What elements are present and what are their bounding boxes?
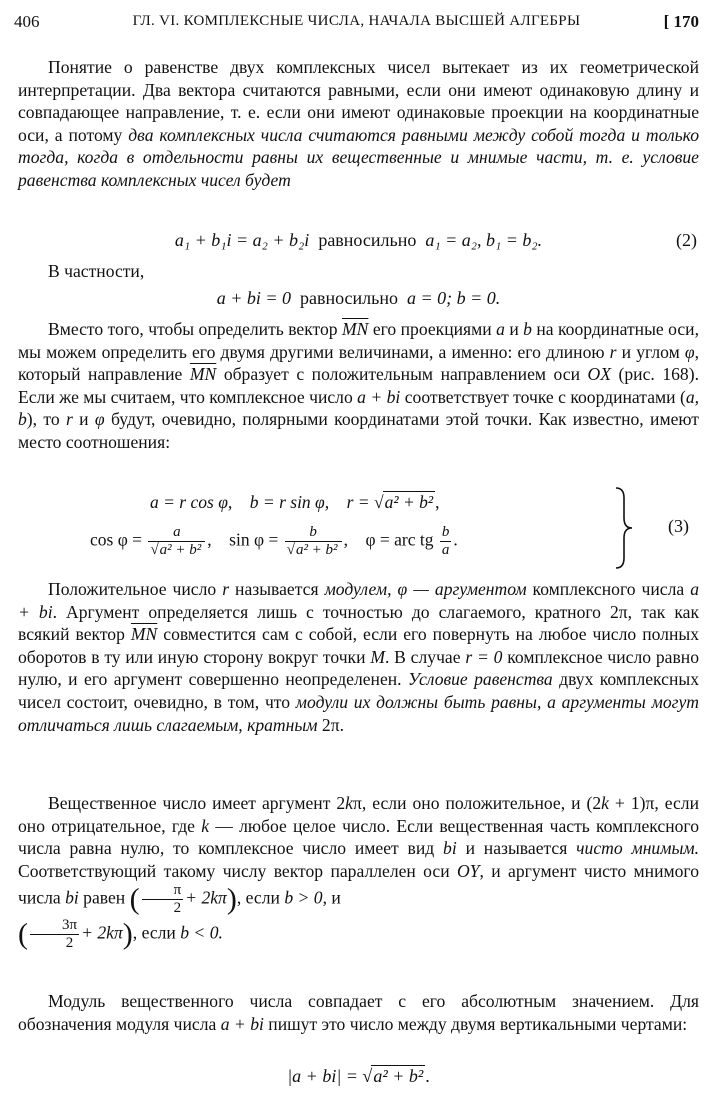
equation-2: a₁ + b₁i = a₂ + b₂i равносильно a₁ = a₂, b₁ = b₂. (2)	[174, 230, 697, 250]
equation-system-row-2: cos φ = $\frac{a}{\text{√a² + b²}}$ , sin φ = $\frac{b}{\text{√a² + b²}}$ , φ = arc tg $\frac{b}{a}$ .	[90, 524, 458, 558]
page-number: 406	[14, 12, 40, 31]
italic-equality-statement: два комплексных числа считаются равными между собой тогда и только тогда, когда в отдельности равны их вещественные и мнимые части, т. е. условие равенства комплексных чисел будет	[18, 124, 699, 190]
section-number: [ 170	[663, 12, 699, 31]
paragraph-in-particular: В частности,	[48, 261, 145, 281]
chapter-title: ГЛ. VI. КОМПЛЕКСНЫЕ ЧИСЛА, НАЧАЛА ВЫСШЕЙ АЛГЕБРЫ	[132, 13, 581, 29]
paragraph-polar-coordinates: Вместо того, чтобы определить вектор $\overline{MN}$ его проекциями a и b на координатные оси, мы можем определить его двумя другими величинами, а именно: его длиною r и углом φ, который направление $\overline{MN}$ образует с положительным направлением оси OX (рис. 168). Если же мы считаем, что комплексное число a + bi соответствует точке с координатами (a, b), то r и φ будут, очевидно, полярными координатами этой точки. Как известно, имеют место соотношения:	[18, 319, 700, 452]
running-head	[14, 12, 699, 36]
paragraph-modulus-argument: Положительное число r называется модулем, φ — аргументом комплексного числа a + bi. Аргумент определяется лишь с точностью до слагаемого, кратного 2π, так как всякий вектор $\overline{MN}$ совместится сам с собой, если его повернуть на любое число полных оборотов в ту или иную сторону вокруг точки M. В случае r = 0 комплексное число равно нулю, и его аргумент совершенно неопределенен. Условие равенства двух комплексных чисел состоит, очевидно, в том, что модули их должны быть равны, а аргументы могут отличаться лишь слагаемым, кратным 2π.	[18, 579, 699, 735]
paragraph-absolute-value: Модуль вещественного числа совпадает с его абсолютным значением. Для обозначения модуля числа a + bi пишут это число между двумя вертикальными чертами:	[18, 991, 699, 1034]
paragraph-real-imaginary: Вещественное число имеет аргумент 2kπ, если оно положительное, и (2k + 1)π, если оно отрицательное, где k — любое целое число. Если вещественная часть комплексного числа равна нулю, то комплексное число имеет вид bi и называется чисто мнимым. Соответствующий такому числу вектор параллелен оси OY, и аргумент чисто мнимого числа bi равен ( $\frac{\pi}{2}$ + 2kπ), если b > 0, и ( $\frac{3\pi}{2}$ + 2kπ), если b < 0.	[18, 793, 700, 952]
equation-2-number: (2)	[676, 230, 697, 250]
paragraph-equality-definition: Понятие о равенстве двух комплексных чисел вытекает из их геометрической интерпретации. Два вектора считаются равными, если они имеют одинаковую длину и совпадающее направление, т. е. если они имеют одинаковые проекции на координатные оси, а потому два комплексных числа считаются равными между собой тогда и только тогда, когда в отдельности равны их вещественные и мнимые части, т. е. условие равенства комплексных чисел будет	[18, 57, 699, 190]
equation-zero: a + bi = 0 равносильно a = 0; b = 0.	[216, 288, 501, 308]
right-brace	[612, 486, 636, 570]
equation-system-row-1: a = r cos φ, b = r sin φ, r = √a² + b² ,	[150, 492, 440, 512]
equation-system-3	[60, 492, 620, 572]
equation-modulus: |a + bi| = √a² + b² .	[287, 1066, 430, 1086]
equation-3-number: (3)	[668, 516, 689, 536]
